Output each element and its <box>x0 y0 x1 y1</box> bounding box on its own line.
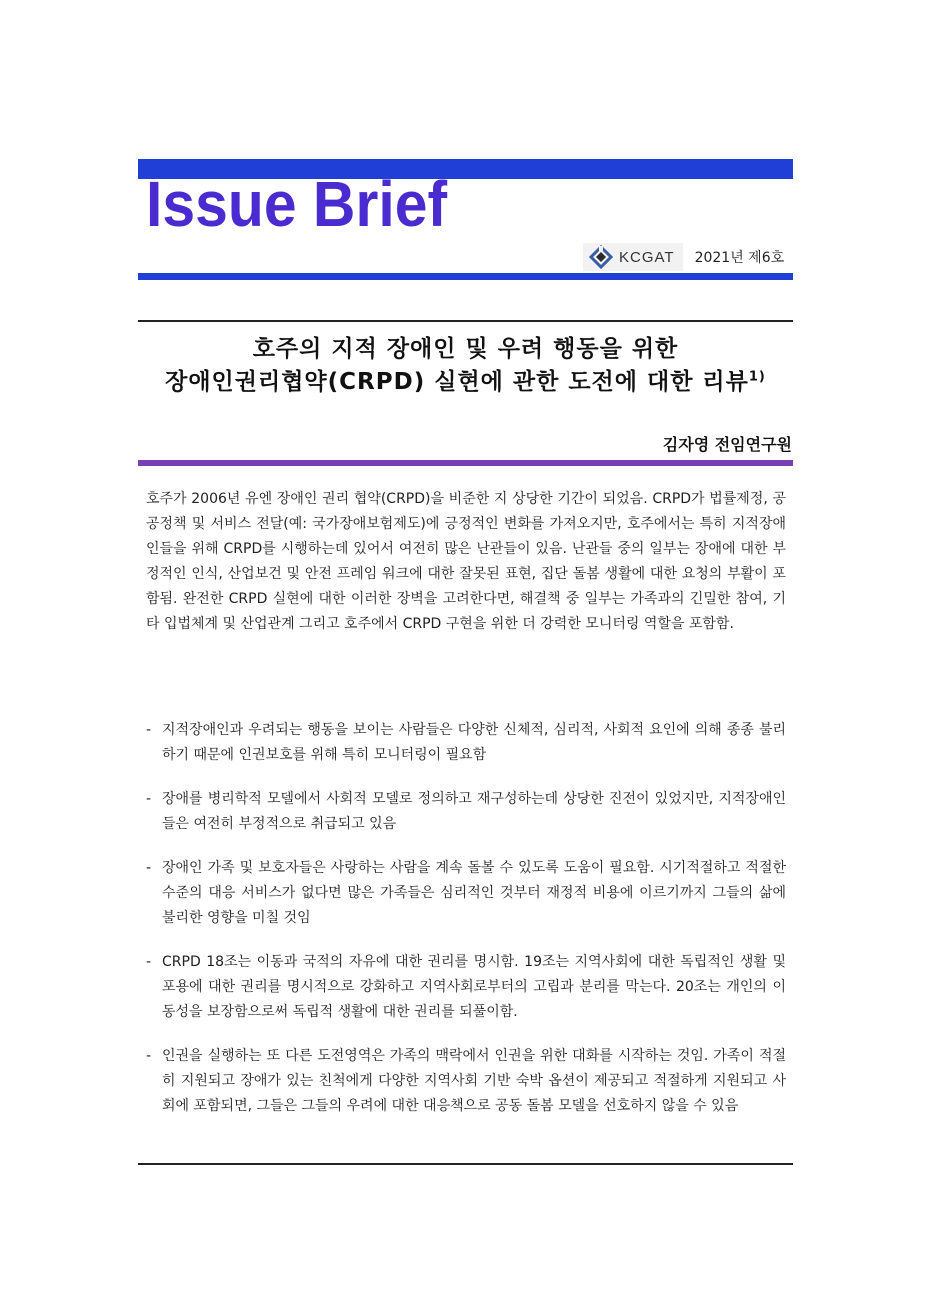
publisher-logo <box>583 243 683 271</box>
list-item-text: 지적장애인과 우려되는 행동을 보이는 사람들은 다양한 신체적, 심리적, 사회적 요인에 의해 종종 불리하기 때문에 인권보호를 위해 특히 모니터링이 필요함 <box>162 722 786 763</box>
issue-number: 2021년 제6호 <box>694 250 785 266</box>
title-divider <box>138 460 793 466</box>
list-item-text: 장애를 병리학적 모델에서 사회적 모델로 정의하고 재구성하는데 상당한 진전이 있었지만, 지적장애인들은 여전히 부정적으로 취급되고 있음 <box>162 791 786 832</box>
bullet-marker: - <box>146 860 152 876</box>
brand-title: Issue Brief <box>146 168 448 240</box>
title-line2-text: 장애인권리협약(CRPD) 실현에 관한 도전에 대한 리뷰 <box>165 369 749 395</box>
list-item <box>146 1044 786 1119</box>
author: 김자영 전임연구원 <box>662 435 792 454</box>
list-item <box>146 787 786 837</box>
article-title-line1: 호주의 지적 장애인 및 우려 행동을 위한 <box>252 336 679 362</box>
footnote-mark: 1) <box>748 369 766 385</box>
bullet-marker: - <box>146 1048 152 1064</box>
bullet-marker: - <box>146 722 152 738</box>
article-title-line2 <box>138 363 793 396</box>
list-item-text: 장애인 가족 및 보호자들은 사랑하는 사람을 계속 돌볼 수 있도록 도움이 필요함. 시기적절하고 적절한 수준의 대응 서비스가 없다면 많은 가족들은 심리적인 것부터 재정적 비용에 이르기까지 그들의 삶에 불리한 영향을 미칠 것임 <box>162 860 786 926</box>
list-item <box>146 856 786 931</box>
key-points-list <box>146 718 786 1138</box>
kcgat-logo-icon <box>589 245 613 269</box>
publisher-block <box>583 242 784 272</box>
list-item-text: CRPD 18조는 이동과 국적의 자유에 대한 권리를 명시함. 19조는 지역사회에 대한 독립적인 생활 및 포용에 대한 권리를 명시적으로 강화하고 지역사회로부터의 고립과 분리를 막는다. 20조는 개인의 이동성을 보장함으로써 독립적 생활에 대한 권리를 되풀이함. <box>162 954 786 1020</box>
header-bottom-bar <box>138 273 793 280</box>
bullet-marker: - <box>146 791 152 807</box>
list-item <box>146 950 786 1025</box>
logo-text: KCGAT <box>619 248 675 266</box>
bullet-marker: - <box>146 954 152 970</box>
title-top-rule <box>138 320 793 322</box>
list-item-text: 인권을 실행하는 또 다른 도전영역은 가족의 맥락에서 인권을 위한 대화를 시작하는 것임. 가족이 적절히 지원되고 장애가 있는 친척에게 다양한 지역사회 기반 숙박 옵션이 제공되고 적절하게 지원되고 사회에 포함되면, 그들은 그들의 우려에 대한 대응책으로 공동 돌봄 모델을 선호하지 않을 수 있음 <box>162 1048 786 1114</box>
list-item <box>146 718 786 768</box>
abstract-paragraph: 호주가 2006년 유엔 장애인 권리 협약(CRPD)을 비준한 지 상당한 기간이 되었음. CRPD가 법률제정, 공공정책 및 서비스 전달(예: 국가장애보험제도)에 긍정적인 변화를 가져오지만, 호주에서는 특히 지적장애인들을 위해 CRPD를 시행하는데 있어서 여전히 많은 난관들이 있음. 난관들 중의 일부는 장애에 대한 부정적인 인식, 산업보건 및 안전 프레임 워크에 대한 잘못된 표현, 집단 돌봄 생활에 대한 요청의 부활이 포함됨. 완전한 CRPD 실현에 대한 이러한 장벽을 고려한다면, 해결책 중 일부는 가족과의 긴밀한 참여, 기타 입법체계 및 산업관계 그리고 호주에서 CRPD 구현을 위한 더 강력한 모니터링 역할을 포함함. <box>146 491 787 632</box>
document-end-rule <box>138 1163 793 1165</box>
